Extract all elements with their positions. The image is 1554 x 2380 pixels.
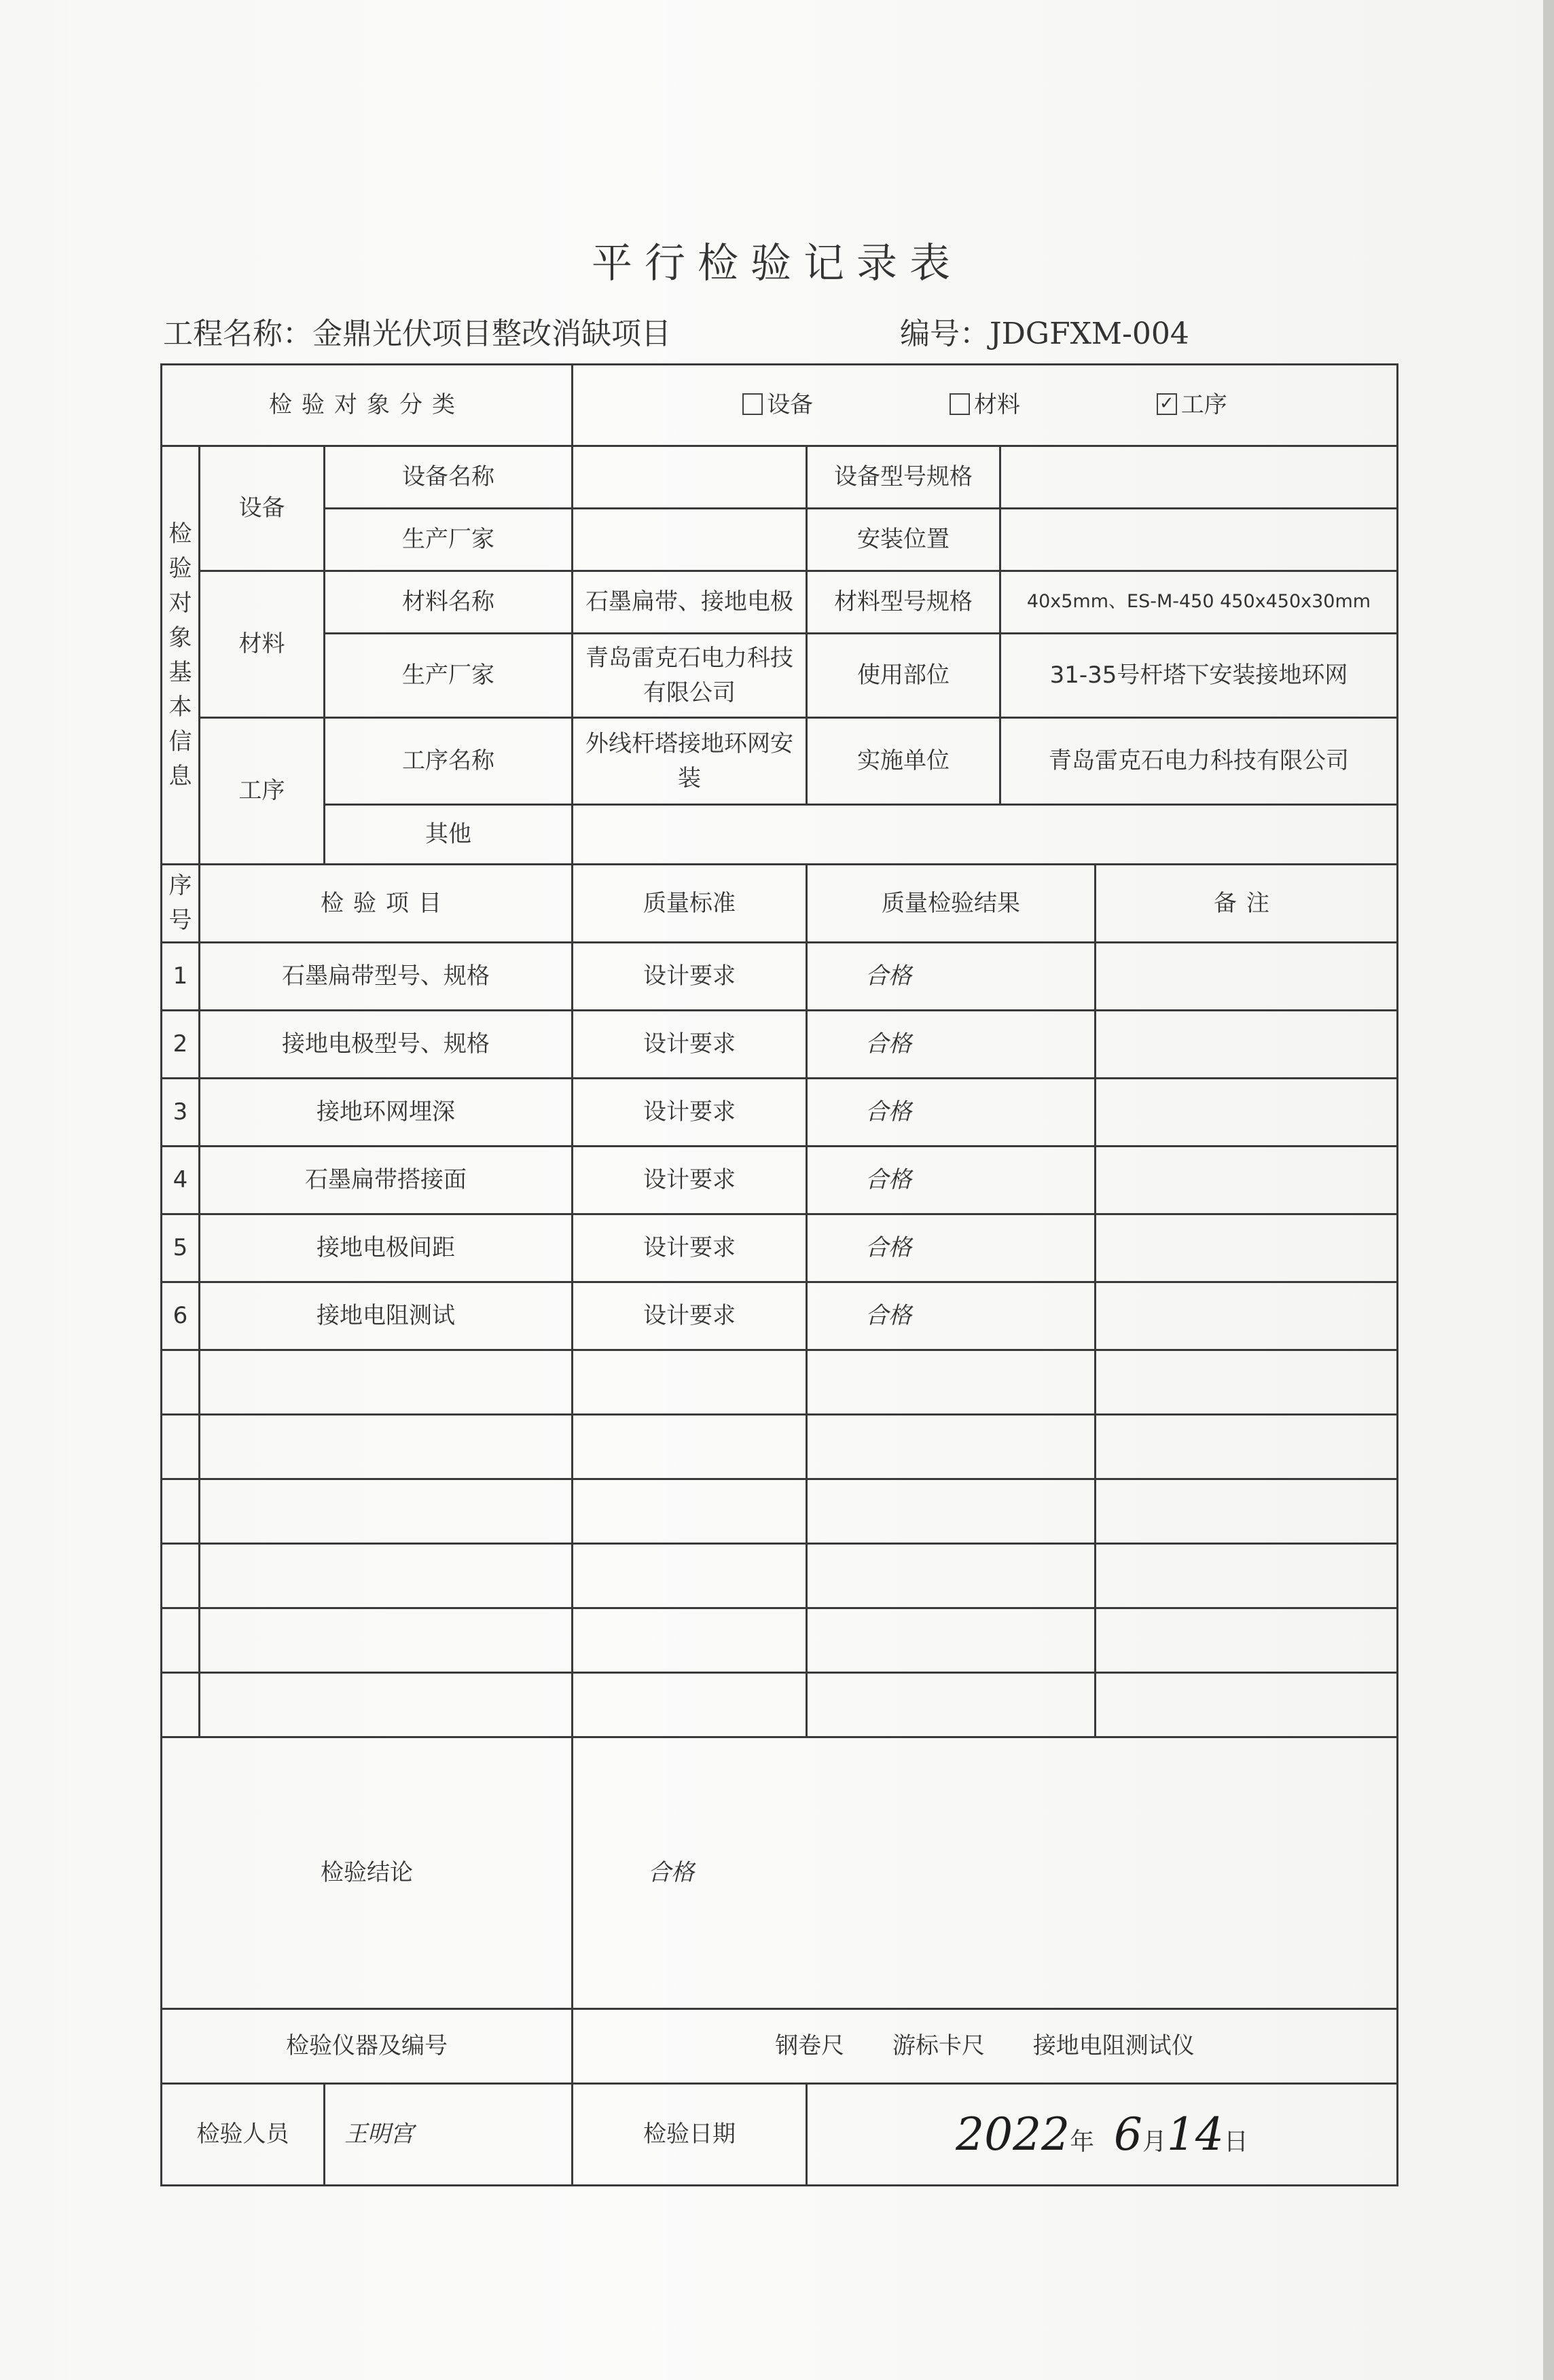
item-result: 合格 [807, 1011, 1096, 1079]
checkbox-icon [950, 393, 970, 415]
date-label: 检验日期 [573, 2084, 807, 2186]
equipment-name-value [573, 446, 807, 509]
table-row [162, 943, 1398, 1011]
date-month-unit: 月 [1142, 2128, 1167, 2156]
category-label: 检验对象分类 [162, 365, 573, 446]
category-option-material[interactable] [950, 388, 1020, 422]
item-standard: 设计要求 [573, 943, 807, 1011]
header-remark: 备注 [1096, 865, 1398, 943]
process-name-value: 外线杆塔接地环网安装 [573, 718, 807, 805]
item-name: 接地电阻测试 [200, 1282, 573, 1350]
process-label: 工序 [200, 718, 325, 865]
header-no: 序号 [162, 865, 200, 943]
page-edge [1543, 0, 1554, 2380]
category-option-label: 设备 [767, 391, 814, 418]
material-name-value: 石墨扁带、接地电极 [573, 571, 807, 634]
category-option-equipment[interactable] [742, 388, 813, 422]
empty-row [162, 1544, 1398, 1608]
item-name: 接地电极间距 [200, 1214, 573, 1282]
empty-row [162, 1673, 1398, 1737]
empty-row [162, 1350, 1398, 1415]
item-no: 1 [162, 943, 200, 1011]
item-standard: 设计要求 [573, 1147, 807, 1214]
date-year-unit: 年 [1070, 2128, 1095, 2156]
item-remark [1096, 943, 1398, 1011]
category-option-label: 材料 [974, 391, 1020, 418]
table-row [162, 1011, 1398, 1079]
item-result: 合格 [807, 1214, 1096, 1282]
material-maker-label: 生产厂家 [325, 634, 573, 718]
item-standard: 设计要求 [573, 1079, 807, 1147]
item-name: 接地电极型号、规格 [200, 1011, 573, 1079]
basic-info-label: 检验对象基本信息 [162, 446, 200, 865]
equipment-location-value [1000, 509, 1398, 571]
item-no: 5 [162, 1214, 200, 1282]
checkbox-icon [742, 393, 763, 415]
process-unit-label: 实施单位 [807, 718, 1000, 805]
conclusion-label: 检验结论 [162, 1737, 573, 2009]
project-name: 工程名称：金鼎光伏项目整改消缺项目 [163, 317, 671, 351]
table-row [162, 1079, 1398, 1147]
item-name: 石墨扁带搭接面 [200, 1147, 573, 1214]
header-result: 质量检验结果 [807, 865, 1096, 943]
item-result: 合格 [807, 1079, 1096, 1147]
process-other-value [573, 805, 1398, 865]
material-usage-label: 使用部位 [807, 634, 1000, 718]
instrument-item: 游标卡尺 [892, 2032, 985, 2059]
date-year: 2022 [956, 2108, 1070, 2161]
material-label: 材料 [200, 571, 325, 718]
equipment-name-label: 设备名称 [325, 446, 573, 509]
item-result: 合格 [807, 1147, 1096, 1214]
equipment-maker-label: 生产厂家 [325, 509, 573, 571]
equipment-maker-value [573, 509, 807, 571]
header-item: 检验项目 [200, 865, 573, 943]
item-no: 3 [162, 1079, 200, 1147]
item-result: 合格 [807, 943, 1096, 1011]
instruments-list [573, 2009, 1398, 2084]
category-option-label: 工序 [1180, 391, 1227, 418]
equipment-model-value [1000, 446, 1398, 509]
item-no: 6 [162, 1282, 200, 1350]
category-option-process[interactable] [1157, 388, 1227, 422]
equipment-location-label: 安装位置 [807, 509, 1000, 571]
instruments-label: 检验仪器及编号 [162, 2009, 573, 2084]
item-no: 2 [162, 1011, 200, 1079]
checked-checkbox-icon: ✓ [1157, 393, 1177, 415]
process-name-label: 工序名称 [325, 718, 573, 805]
inspection-date [807, 2084, 1398, 2186]
conclusion-value: 合格 [573, 1737, 1398, 2009]
header-standard: 质量标准 [573, 865, 807, 943]
item-remark [1096, 1147, 1398, 1214]
item-remark [1096, 1011, 1398, 1079]
item-name: 石墨扁带型号、规格 [200, 943, 573, 1011]
process-other-label: 其他 [325, 805, 573, 865]
date-day: 14 [1166, 2108, 1224, 2161]
table-row [162, 1147, 1398, 1214]
empty-row [162, 1608, 1398, 1673]
item-no: 4 [162, 1147, 200, 1214]
equipment-label: 设备 [200, 446, 325, 571]
inspection-form-table [160, 363, 1398, 2186]
item-standard: 设计要求 [573, 1214, 807, 1282]
table-row [162, 1214, 1398, 1282]
item-remark [1096, 1282, 1398, 1350]
material-name-label: 材料名称 [325, 571, 573, 634]
item-name: 接地环网埋深 [200, 1079, 573, 1147]
item-result: 合格 [807, 1282, 1096, 1350]
empty-row [162, 1479, 1398, 1544]
inspector-label: 检验人员 [162, 2084, 325, 2186]
material-model-value: 40x5mm、ES-M-450 450x450x30mm [1000, 571, 1398, 634]
material-model-label: 材料型号规格 [807, 571, 1000, 634]
form-title: 平行检验记录表 [592, 240, 962, 287]
item-remark [1096, 1079, 1398, 1147]
equipment-model-label: 设备型号规格 [807, 446, 1000, 509]
date-day-unit: 日 [1223, 2128, 1248, 2156]
item-remark [1096, 1214, 1398, 1282]
instrument-item: 接地电阻测试仪 [1032, 2032, 1195, 2059]
item-standard: 设计要求 [573, 1011, 807, 1079]
instrument-item: 钢卷尺 [775, 2032, 845, 2059]
date-month: 6 [1113, 2108, 1142, 2161]
table-row [162, 1282, 1398, 1350]
category-options [573, 365, 1398, 446]
material-usage-value: 31-35号杆塔下安装接地环网 [1000, 634, 1398, 718]
form-code: 编号：JDGFXM-004 [900, 317, 1189, 351]
empty-row [162, 1415, 1398, 1479]
item-standard: 设计要求 [573, 1282, 807, 1350]
material-maker-value: 青岛雷克石电力科技有限公司 [573, 634, 807, 718]
process-unit-value: 青岛雷克石电力科技有限公司 [1000, 718, 1398, 805]
inspector-signature: 王明宫 [325, 2084, 573, 2186]
